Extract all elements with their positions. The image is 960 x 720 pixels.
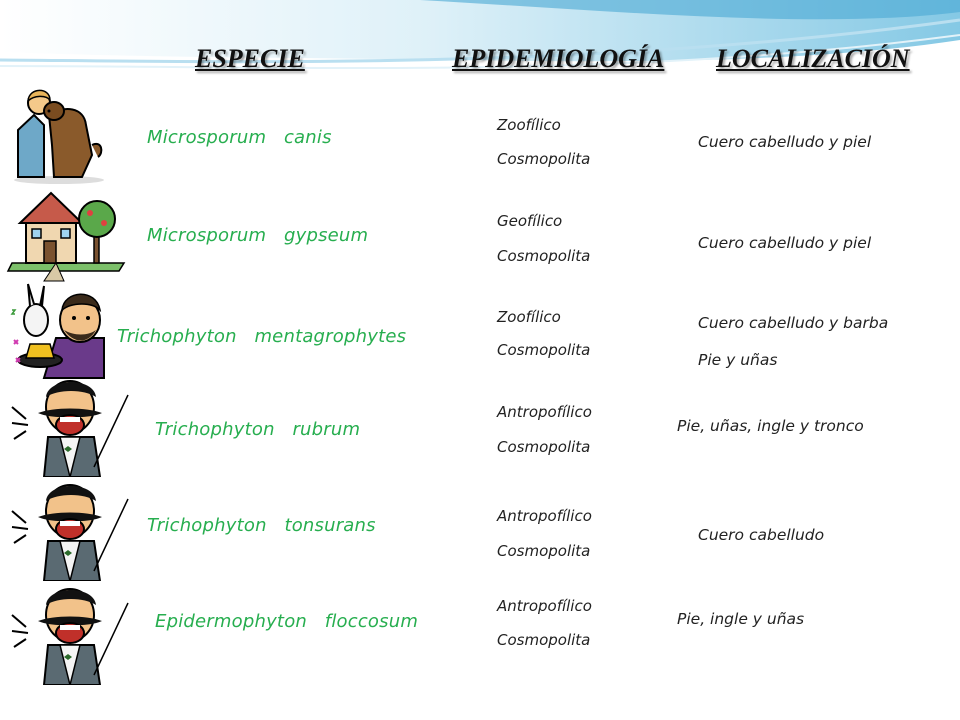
epidemiology-distribution: Cosmopolita — [497, 631, 591, 649]
epidemiology-type: Antropofílico — [497, 403, 592, 421]
location-text: Cuero cabelludo — [698, 526, 825, 544]
epidemiology-type: Antropofílico — [497, 597, 592, 615]
header-epidemiology: EPIDEMIOLOGÍA — [452, 44, 665, 73]
header-location: LOCALIZACIÓN — [716, 44, 910, 73]
epidemiology-type: Geofílico — [497, 212, 563, 230]
epidemiology-type: Zoofílico — [497, 116, 561, 134]
table-row — [0, 280, 960, 380]
location-text: Cuero cabelludo y piel — [698, 133, 872, 151]
laughing-man-icon — [4, 481, 130, 581]
woman-with-dog-icon — [4, 85, 130, 185]
species-name: Trichophyton mentagrophytes — [117, 326, 407, 347]
location-text: Pie, uñas, ingle y tronco — [677, 417, 864, 435]
location-text: Pie, ingle y uñas — [677, 610, 805, 628]
header-species: ESPECIE — [195, 44, 305, 73]
house-icon — [4, 183, 130, 283]
epidemiology-type: Zoofílico — [497, 308, 561, 326]
laughing-man-icon — [4, 585, 130, 685]
laughing-man-icon — [4, 377, 130, 477]
species-name: Microsporum canis — [147, 127, 332, 148]
epidemiology-distribution: Cosmopolita — [497, 341, 591, 359]
epidemiology-distribution: Cosmopolita — [497, 438, 591, 456]
table-row — [0, 585, 960, 685]
epidemiology-type: Antropofílico — [497, 507, 592, 525]
table-row — [0, 377, 960, 477]
epidemiology-distribution: Cosmopolita — [497, 150, 591, 168]
location-text: Cuero cabelludo y piel — [698, 234, 872, 252]
species-name: Microsporum gypseum — [147, 225, 369, 246]
table-row — [0, 183, 960, 283]
species-name: Trichophyton tonsurans — [147, 515, 376, 536]
magician-rabbit-icon — [4, 280, 130, 380]
location-text: Pie y uñas — [698, 351, 778, 369]
epidemiology-distribution: Cosmopolita — [497, 247, 591, 265]
location-text: Cuero cabelludo y barba — [698, 314, 889, 332]
epidemiology-distribution: Cosmopolita — [497, 542, 591, 560]
species-name: Trichophyton rubrum — [155, 419, 361, 440]
table-row — [0, 85, 960, 185]
table-row — [0, 481, 960, 581]
species-name: Epidermophyton floccosum — [155, 611, 419, 632]
